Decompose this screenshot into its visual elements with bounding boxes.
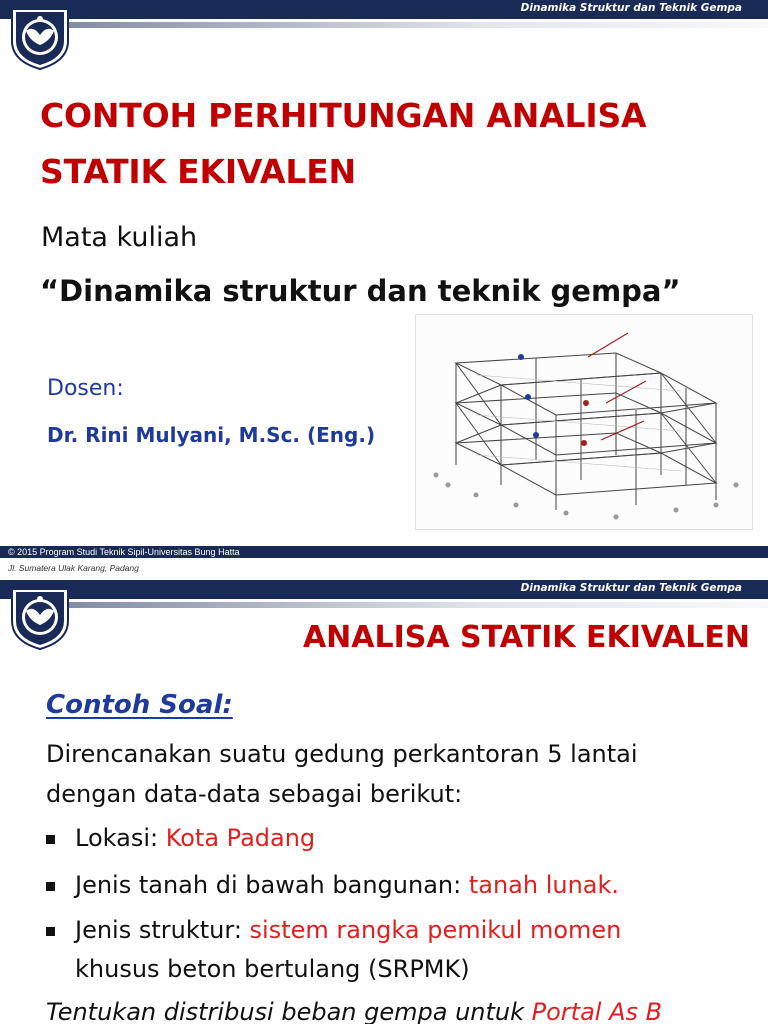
bullet-jenis-struktur: Jenis struktur: sistem rangka pemikul momen bbox=[75, 916, 622, 944]
copyright-text: © 2015 Program Studi Teknik Sipil-Universitas Bung Hatta bbox=[8, 547, 240, 557]
bullet-marker bbox=[46, 927, 55, 936]
intro-line-1: Direncanakan suatu gedung perkantoran 5 lantai bbox=[46, 740, 638, 768]
bullet-marker bbox=[46, 835, 55, 844]
structure-image bbox=[415, 314, 753, 530]
dosen-label: Dosen: bbox=[47, 376, 124, 401]
university-emblem-icon bbox=[6, 1, 74, 71]
mata-kuliah-label: Mata kuliah bbox=[41, 222, 198, 253]
header-underline bbox=[60, 22, 768, 28]
contoh-soal-heading: Contoh Soal: bbox=[46, 690, 233, 720]
bullet-jenis-struktur-cont: khusus beton bertulang (SRPMK) bbox=[75, 955, 470, 983]
bullet-lokasi: Lokasi: Kota Padang bbox=[75, 824, 316, 852]
header-bar bbox=[0, 0, 768, 19]
3d-building-frame-icon bbox=[416, 315, 752, 529]
slide-separator bbox=[0, 562, 768, 580]
bullet-jenis-tanah: Jenis tanah di bawah bangunan: tanah lunak. bbox=[75, 871, 620, 899]
header-underline bbox=[60, 602, 768, 608]
slide-title: CONTOH PERHITUNGAN ANALISA STATIK EKIVALEN bbox=[40, 96, 647, 191]
bullet-marker bbox=[46, 882, 55, 891]
footer-bar bbox=[0, 546, 768, 558]
task-line: Tentukan distribusi beban gempa untuk Portal As B bbox=[46, 998, 663, 1024]
slide-2 bbox=[0, 580, 768, 1024]
course-label: Dinamika Struktur dan Teknik Gempa bbox=[520, 582, 742, 594]
course-name: “Dinamika struktur dan teknik gempa” bbox=[40, 274, 681, 308]
course-label: Dinamika Struktur dan Teknik Gempa bbox=[520, 2, 742, 14]
intro-line-2: dengan data-data sebagai berikut: bbox=[46, 780, 463, 808]
university-emblem-icon bbox=[6, 581, 74, 651]
address-text: Jl. Sumatera Ulak Karang, Padang bbox=[8, 563, 139, 573]
header-bar bbox=[0, 580, 768, 599]
slide-title: ANALISA STATIK EKIVALEN bbox=[302, 620, 750, 655]
dosen-name: Dr. Rini Mulyani, M.Sc. (Eng.) bbox=[47, 423, 376, 447]
